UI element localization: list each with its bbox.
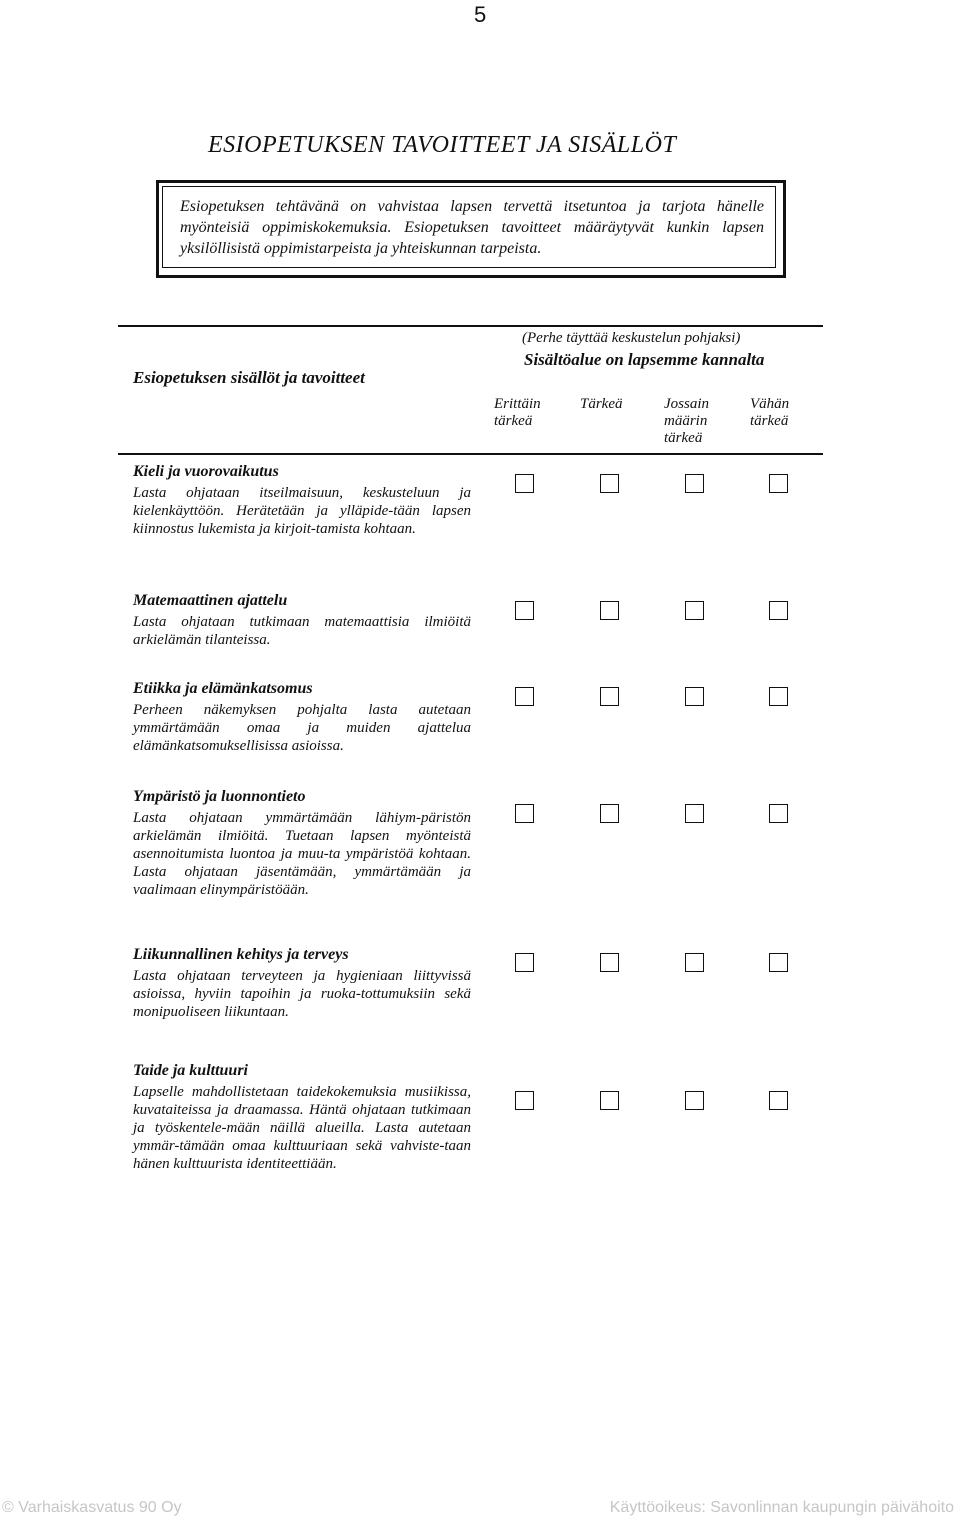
checkbox-language-somewhat-important[interactable] (685, 474, 704, 493)
checkbox-ethics-less-important[interactable] (769, 687, 788, 706)
checkbox-ethics-important[interactable] (600, 687, 619, 706)
section-description: Lasta ohjataan tutkimaan matemaattisia ilmiöitä arkielämän tilanteissa. (133, 614, 471, 648)
checkbox-mathematics-somewhat-important[interactable] (685, 601, 704, 620)
checkbox-arts-less-important[interactable] (769, 1091, 788, 1110)
checkbox-physical-somewhat-important[interactable] (685, 953, 704, 972)
column-header-somewhat-important: Jossain määrin tärkeä (664, 396, 709, 446)
section-description: Perheen näkemyksen pohjalta lasta autetaan ymmärtämään omaa ja muiden ajattelua elämänkatsomuksellisissa asioissa. (133, 702, 471, 754)
checkbox-mathematics-very-important[interactable] (515, 601, 534, 620)
table-header-rule (118, 453, 823, 455)
checkbox-language-less-important[interactable] (769, 474, 788, 493)
checkbox-environment-very-important[interactable] (515, 804, 534, 823)
section-arts (133, 1061, 471, 1173)
checkbox-physical-very-important[interactable] (515, 953, 534, 972)
checkbox-physical-important[interactable] (600, 953, 619, 972)
page-title: ESIOPETUKSEN TAVOITTEET JA SISÄLLÖT (208, 132, 677, 158)
copyright-footer: © Varhaiskasvatus 90 Oy (2, 1499, 182, 1516)
section-title: Taide ja kulttuuri (133, 1062, 248, 1079)
section-description: Lasta ohjataan terveyteen ja hygieniaan liittyvissä asioissa, hyviin tapoihin ja ruoka-tottumuksiin sekä monipuoliseen liikuntaan. (133, 968, 471, 1020)
section-description: Lasta ohjataan itseilmaisuun, keskusteluun ja kielenkäyttöön. Herätetään ja ylläpide-tään lapsen kiinnostus lukemista ja kirjoit-tamista kohtaan. (133, 485, 471, 537)
checkbox-environment-less-important[interactable] (769, 804, 788, 823)
checkbox-language-important[interactable] (600, 474, 619, 493)
checkbox-mathematics-less-important[interactable] (769, 601, 788, 620)
checkbox-ethics-somewhat-important[interactable] (685, 687, 704, 706)
section-title: Liikunnallinen kehitys ja terveys (133, 946, 349, 963)
section-title: Ympäristö ja luonnontieto (133, 788, 306, 805)
section-environment (133, 787, 471, 899)
checkbox-arts-very-important[interactable] (515, 1091, 534, 1110)
checkbox-arts-important[interactable] (600, 1091, 619, 1110)
checkbox-ethics-very-important[interactable] (515, 687, 534, 706)
column-header-less-important: Vähän tärkeä (750, 396, 790, 429)
rating-heading: Sisältöalue on lapsemme kannalta (524, 350, 765, 369)
section-ethics (133, 679, 471, 755)
license-footer: Käyttöoikeus: Savonlinnan kaupungin päivähoito (609, 1499, 954, 1516)
section-language (133, 462, 471, 538)
section-title: Matemaattinen ajattelu (133, 592, 288, 609)
table-top-rule (118, 325, 823, 327)
checkbox-environment-somewhat-important[interactable] (685, 804, 704, 823)
section-title: Kieli ja vuorovaikutus (133, 463, 279, 480)
section-description: Lapselle mahdollistetaan taidekokemuksia musiikissa, kuvataiteissa ja draamassa. Häntä ohjataan tutkimaan ja työskentele-mään näillä alueilla. Lasta autetaan ymmär-tämään omaa kulttuuriaan sekä vahviste-taan hänen kulttuurista identiteettiään. (133, 1084, 471, 1172)
contents-heading: Esiopetuksen sisällöt ja tavoitteet (133, 368, 365, 387)
section-title: Etiikka ja elämänkatsomus (133, 680, 313, 697)
column-header-very-important: Erittäin tärkeä (494, 396, 541, 429)
section-mathematics (133, 591, 471, 649)
checkbox-physical-less-important[interactable] (769, 953, 788, 972)
column-header-important: Tärkeä (580, 396, 623, 412)
checkbox-language-very-important[interactable] (515, 474, 534, 493)
checkbox-arts-somewhat-important[interactable] (685, 1091, 704, 1110)
checkbox-mathematics-important[interactable] (600, 601, 619, 620)
checkbox-environment-important[interactable] (600, 804, 619, 823)
fill-note: (Perhe täyttää keskustelun pohjaksi) (522, 330, 741, 346)
intro-text: Esiopetuksen tehtävänä on vahvistaa lapsen tervettä itsetuntoa ja tarjota hänelle myönteisiä oppimiskokemuksia. Esiopetuksen tavoitteet määräytyvät kunkin lapsen yksilöllisistä oppimistarpeista ja yhteiskunnan tarpeista. (180, 198, 764, 257)
section-description: Lasta ohjataan ymmärtämään lähiym-päristön arkielämän ilmiöitä. Tuetaan lapsen myönteistä asennoitumista luontoa ja muu-ta ympäristöä kohtaan. Lasta ohjataan jäsentämään, ymmärtämään ja vaalimaan elinympäristöään. (133, 810, 471, 898)
page-number: 5 (474, 2, 487, 27)
section-physical (133, 945, 471, 1021)
